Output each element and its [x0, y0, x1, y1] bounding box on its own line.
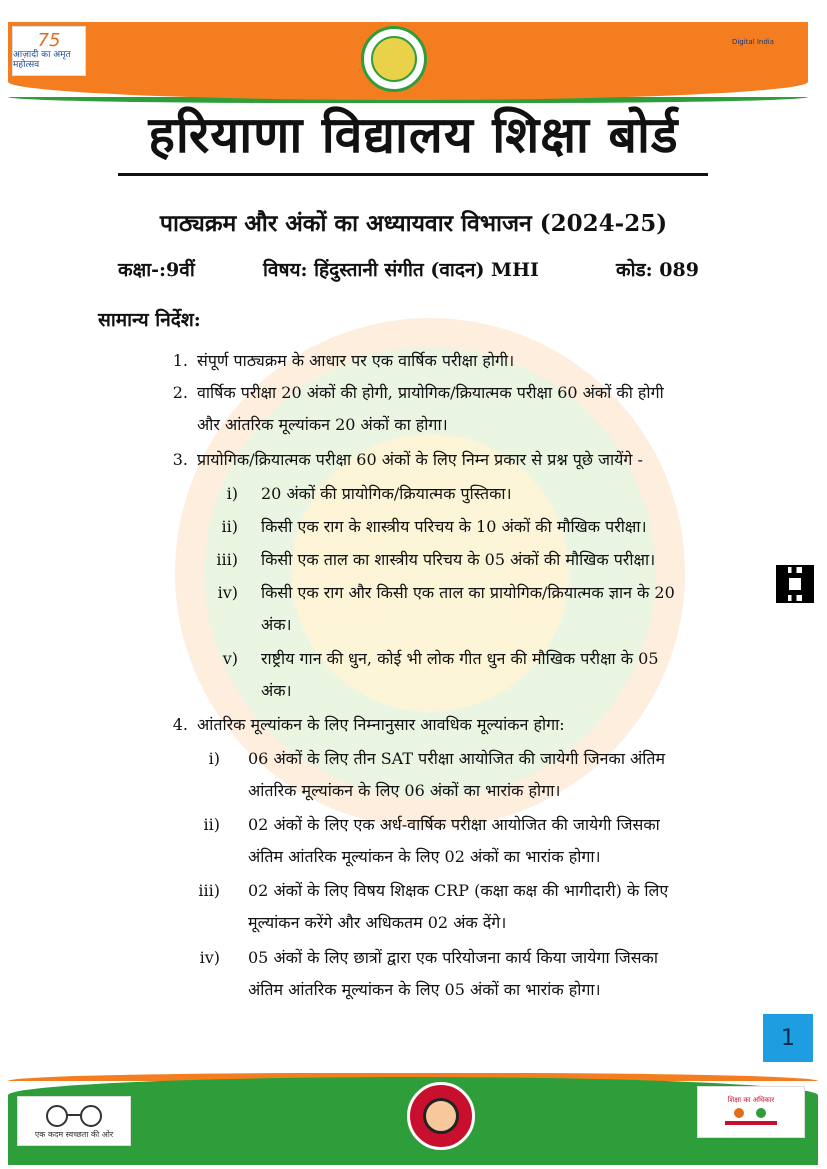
subject-label: विषय: हिंदुस्तानी संगीत (वादन) MHI — [263, 259, 539, 281]
sub-item-text-line-1: किसी एक राग और किसी एक ताल का प्रायोगिक/क्रियात्मक ज्ञान के 20 — [261, 583, 675, 602]
sub-item-text-line-2: अंतिम आंतरिक मूल्यांकन के लिए 02 अंकों का भारांक होगा। — [248, 847, 601, 866]
sub-item-number: ii) — [221, 517, 238, 536]
sub-item-number: i) — [226, 484, 238, 503]
item-text: आंतरिक मूल्यांकन के लिए निम्नानुसार आवधिक मूल्यांकन होगा: — [197, 715, 565, 734]
right-to-education-logo — [697, 1086, 805, 1138]
sub-item-text-line-1: राष्ट्रीय गान की धुन, कोई भी लोक गीत धुन की मौखिक परीक्षा के 05 — [261, 649, 659, 668]
page-number-badge: 1 — [763, 1014, 813, 1062]
sub-item-number: iv) — [199, 948, 220, 967]
item-number: 3. — [172, 450, 188, 469]
item-text: संपूर्ण पाठ्यक्रम के आधार पर एक वार्षिक परीक्षा होगी। — [197, 351, 515, 370]
sub-item-number: v) — [222, 649, 238, 668]
sub-item-text-line-2: मूल्यांकन करेंगे और अधिकतम 02 अंक देंगे। — [248, 913, 507, 932]
sub-item-text: 20 अंकों की प्रायोगिक/क्रियात्मक पुस्तिका। — [261, 484, 512, 503]
azadi-logo-number: 75 — [37, 30, 61, 51]
sub-item-number: iv) — [217, 583, 238, 602]
footer-orange-edge — [8, 1073, 818, 1081]
sub-item-text-line-2: अंतिम आंतरिक मूल्यांकन के लिए 05 अंकों का भारांक होगा। — [248, 980, 601, 999]
swachh-bharat-logo — [17, 1096, 131, 1146]
qr-code-icon[interactable] — [776, 565, 814, 603]
sub-item-text-line-1: 05 अंकों के लिए छात्रों द्वारा एक परियोजना कार्य किया जायेगा जिसका — [248, 948, 658, 967]
sub-item-number: ii) — [203, 815, 220, 834]
azadi-logo-text: आज़ादी का अमृत महोत्सव — [13, 50, 71, 70]
girl-face-icon — [423, 1098, 459, 1134]
sub-item-number: iii) — [198, 881, 220, 900]
rte-text: शिक्षा का अधिकार — [727, 1095, 775, 1104]
azadi-ka-amrit-mahotsav-logo — [12, 26, 86, 76]
syllabus-subtitle: पाठ्यक्रम और अंकों का अध्यायवार विभाजन (2024-25) — [159, 210, 668, 237]
beti-bachao-logo-icon — [407, 1082, 475, 1150]
sub-item-text-line-1: 02 अंकों के लिए एक अर्ध-वार्षिक परीक्षा आयोजित की जायेगी जिसका — [248, 815, 660, 834]
swachh-bharat-text: एक कदम स्वच्छता की ओर — [34, 1129, 114, 1139]
sub-item-text: किसी एक राग के शास्त्रीय परिचय के 10 अंकों की मौखिक परीक्षा। — [261, 517, 647, 536]
spectacles-icon — [39, 1103, 109, 1129]
item-text-line-2: और आंतरिक मूल्यांकन 20 अंकों का होगा। — [197, 415, 448, 434]
sub-item-text-line-1: 02 अंकों के लिए विषय शिक्षक CRP (कक्षा कक्ष की भागीदारी) के लिए — [248, 881, 669, 900]
item-text-line-1: वार्षिक परीक्षा 20 अंकों की होगी, प्रायोगिक/क्रियात्मक परीक्षा 60 अंकों की होगी — [197, 383, 664, 402]
sub-item-number: i) — [208, 749, 220, 768]
children-reading-icon — [721, 1105, 781, 1129]
instructions-heading: सामान्य निर्देश: — [98, 309, 201, 331]
sub-item-text: किसी एक ताल का शास्त्रीय परिचय के 05 अंकों की मौखिक परीक्षा। — [261, 550, 656, 569]
title-underline — [118, 173, 708, 176]
item-number: 4. — [172, 715, 188, 734]
item-number: 2. — [172, 383, 188, 402]
board-emblem-inner — [371, 36, 417, 82]
sub-item-number: iii) — [216, 550, 238, 569]
digital-india-text: Digital India — [731, 38, 775, 46]
board-title: हरियाणा विद्यालय शिक्षा बोर्ड — [148, 105, 679, 164]
code-label: कोड: 089 — [616, 259, 699, 281]
class-label: कक्षा-:9वीं — [118, 259, 195, 281]
board-emblem-icon — [361, 26, 427, 92]
sub-item-text-line-2: अंक। — [261, 681, 292, 700]
digital-india-logo — [722, 24, 784, 60]
sub-item-text-line-2: अंक। — [261, 615, 292, 634]
sub-item-text-line-1: 06 अंकों के लिए तीन SAT परीक्षा आयोजित की जायेगी जिनका अंतिम — [248, 749, 666, 768]
sub-item-text-line-2: आंतरिक मूल्यांकन के लिए 06 अंकों का भारांक होगा। — [248, 781, 561, 800]
item-number: 1. — [172, 351, 188, 370]
item-text: प्रायोगिक/क्रियात्मक परीक्षा 60 अंकों के लिए निम्न प्रकार से प्रश्न पूछे जायेंगे - — [197, 450, 643, 469]
